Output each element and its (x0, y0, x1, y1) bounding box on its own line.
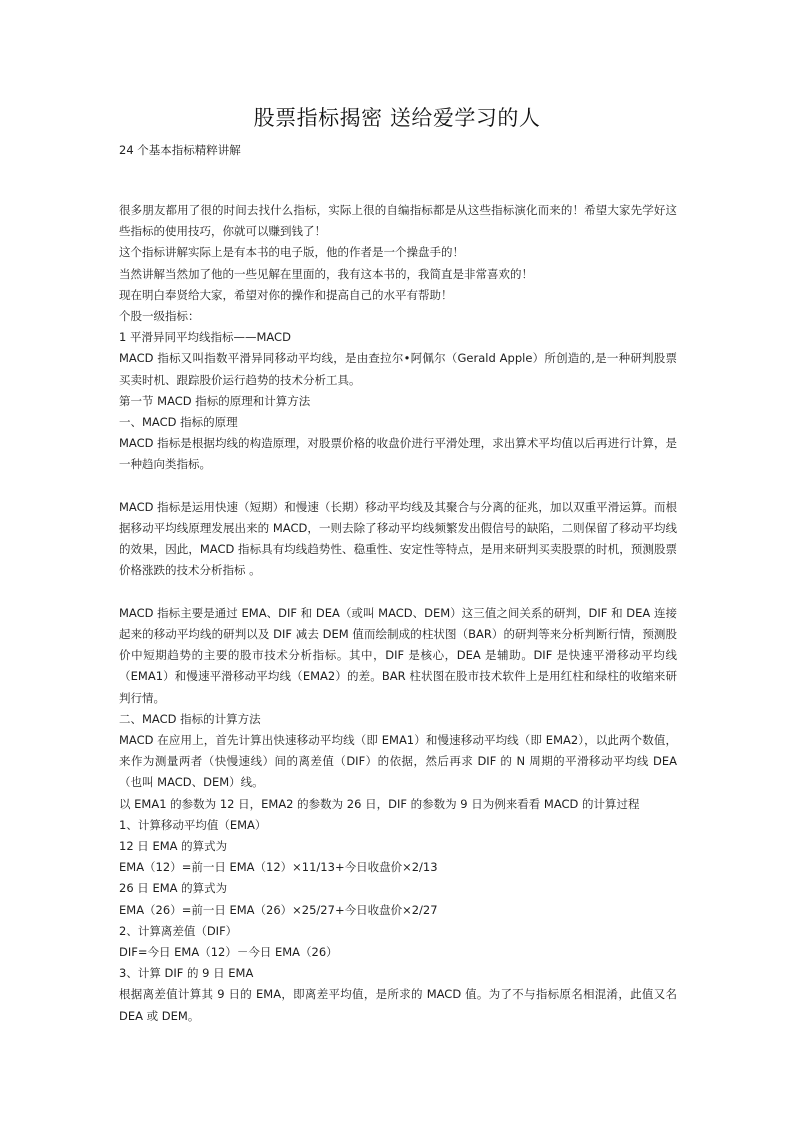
body-paragraph: MACD 指标主要是通过 EMA、DIF 和 DEA（或叫 MACD、DEM）这三值之间关系的研判，DIF 和 DEA 连接起来的移动平均线的研判以及 DIF 减去 DEM 值而绘制成的柱状图（BAR）的研判等来分析判断行情，预测股价中短期趋势的主要的股市技术分析指标。其中，DIF 是核心，DEA 是辅助。DIF 是快速平滑移动平均线（EMA1）和慢速平滑移动平均线（EMA2）的差。BAR 柱状图在股市技术软件上是用红柱和绿柱的收缩来研判行情。 (119, 605, 677, 705)
body-paragraph: 1 平滑异同平均线指标——MACD (119, 330, 291, 345)
body-paragraph: MACD 指标又叫指数平滑异同移动平均线，是由查拉尔•阿佩尔（Gerald Apple）所创造的,是一种研判股票买卖时机、跟踪股价运行趋势的技术分析工具。 (119, 351, 677, 387)
body-paragraph: 1、计算移动平均值（EMA） (119, 817, 267, 832)
document-subtitle: 24 个基本指标精粹讲解 (119, 143, 241, 157)
document-body (119, 200, 677, 1027)
body-paragraph: 很多朋友都用了很的时间去找什么指标，实际上很的自编指标都是从这些指标演化而来的！希望大家先学好这些指标的使用技巧，你就可以赚到钱了！ (119, 203, 677, 239)
body-paragraph: 26 日 EMA 的算式为 (119, 881, 228, 896)
body-paragraph: 一、MACD 指标的原理 (119, 415, 238, 430)
body-paragraph: EMA（12）=前一日 EMA（12）×11/13+今日收盘价×2/13 (119, 860, 438, 875)
body-paragraph: EMA（26）=前一日 EMA（26）×25/27+今日收盘价×2/27 (119, 902, 438, 917)
document-title: 股票指标揭密 送给爱学习的人 (253, 106, 541, 130)
body-paragraph: MACD 在应用上，首先计算出快速移动平均线（即 EMA1）和慢速移动平均线（即 EMA2），以此两个数值，来作为测量两者（快慢速线）间的离差值（DIF）的依据，然后再求 DIF 的 N 周期的平滑移动平均线 DEA（也叫 MACD、DEM）线。 (119, 733, 677, 790)
body-paragraph: 12 日 EMA 的算式为 (119, 839, 228, 854)
body-paragraph: 根据离差值计算其 9 日的 EMA，即离差平均值，是所求的 MACD 值。为了不与指标原名相混淆，此值又名 DEA 或 DEM。 (119, 987, 677, 1023)
body-paragraph: 二、MACD 指标的计算方法 (119, 711, 261, 726)
body-paragraph: 3、计算 DIF 的 9 日 EMA (119, 966, 254, 981)
body-paragraph: 这个指标讲解实际上是有本书的电子版，他的作者是一个操盘手的！ (119, 245, 464, 260)
body-paragraph: 以 EMA1 的参数为 12 日，EMA2 的参数为 26 日，DIF 的参数为 9 日为例来看看 MACD 的计算过程 (119, 796, 640, 811)
body-paragraph: 个股一级指标： (119, 309, 200, 324)
body-paragraph: 当然讲解当然加了他的一些见解在里面的，我有这本书的，我简直是非常喜欢的！ (119, 266, 533, 281)
body-paragraph: 第一节 MACD 指标的原理和计算方法 (119, 393, 311, 408)
body-paragraph: 2、计算离差值（DIF） (119, 923, 238, 938)
body-paragraph: 现在明白奉贤给大家，希望对你的操作和提高自己的水平有帮助！ (119, 287, 453, 302)
body-paragraph: MACD 指标是运用快速（短期）和慢速（长期）移动平均线及其聚合与分离的征兆，加以双重平滑运算。而根据移动平均线原理发展出来的 MACD，一则去除了移动平均线频繁发出假信号的缺陷，二则保留了移动平均线的效果，因此，MACD 指标具有均线趋势性、稳重性、安定性等特点，是用来研判买卖股票的时机，预测股票价格涨跌的技术分析指标 。 (119, 499, 677, 578)
body-paragraph: DIF=今日 EMA（12）－今日 EMA（26） (119, 945, 338, 960)
body-paragraph: MACD 指标是根据均线的构造原理，对股票价格的收盘价进行平滑处理，求出算术平均值以后再进行计算，是一种趋向类指标。 (119, 436, 677, 472)
